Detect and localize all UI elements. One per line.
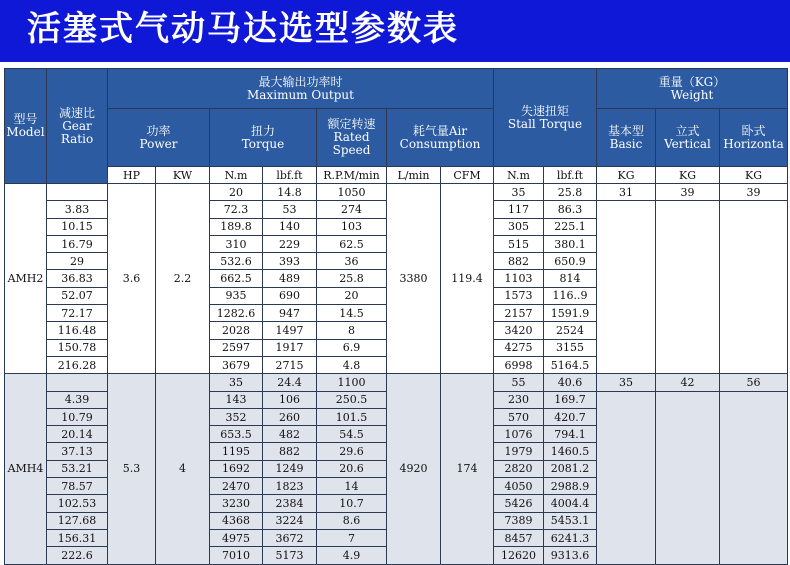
stall-lbf-cell: 794.1 [544,426,597,443]
table-row [5,184,788,201]
model-cell: AMH2 [5,184,47,374]
unit-cell: KG [720,167,788,184]
stall-nm-cell: 305 [494,218,544,235]
weight-vertical-cell: 39 [656,184,720,201]
weight-horizontal-cell: 39 [720,184,788,201]
stall-nm-cell: 4050 [494,478,544,495]
air-cfm-cell: 119.4 [441,184,494,374]
torque-lbf-cell: 5173 [263,547,317,564]
torque-nm-cell: 35 [210,374,263,391]
weight-basic-cell: 35 [597,374,656,391]
stall-lbf-cell: 420.7 [544,408,597,425]
torque-nm-cell: 189.8 [210,218,263,235]
stall-nm-cell: 35 [494,184,544,201]
max-output-header: 最大输出功率时 Maximum Output [108,69,494,109]
stall-nm-cell: 4275 [494,339,544,356]
stall-nm-cell: 12620 [494,547,544,564]
stall-lbf-cell: 6241.3 [544,529,597,546]
stall-lbf-cell: 116..9 [544,287,597,304]
power-header: 功率 Power [108,109,210,167]
stall-lbf-cell: 25.8 [544,184,597,201]
stall-nm-cell: 7389 [494,512,544,529]
stall-nm-cell: 1103 [494,270,544,287]
stall-nm-cell: 8457 [494,529,544,546]
weight-horizontal-cell: 56 [720,374,788,391]
stall-lbf-cell: 2081.2 [544,460,597,477]
gear-ratio-cell: 10.15 [47,218,108,235]
torque-nm-cell: 310 [210,235,263,252]
stall-lbf-cell: 2524 [544,322,597,339]
stall-lbf-cell: 169.7 [544,391,597,408]
gear-ratio-cell: 102.53 [47,495,108,512]
rated-speed-cell: 4.8 [317,356,387,373]
rated-speed-cell: 8.6 [317,512,387,529]
unit-cell: R.P.M/min [317,167,387,184]
gear-ratio-cell: 20.14 [47,426,108,443]
header-row-2 [5,109,788,167]
gear-ratio-cell [47,374,108,391]
torque-nm-cell: 3230 [210,495,263,512]
rated-speed-cell: 1100 [317,374,387,391]
torque-lbf-cell: 947 [263,305,317,322]
stall-lbf-cell: 5453.1 [544,512,597,529]
unit-cell: CFM [441,167,494,184]
torque-lbf-cell: 690 [263,287,317,304]
stall-nm-cell: 117 [494,201,544,218]
torque-lbf-cell: 3224 [263,512,317,529]
gear-ratio-cell: 72.17 [47,305,108,322]
stall-lbf-cell: 814 [544,270,597,287]
torque-nm-cell: 4368 [210,512,263,529]
stall-nm-cell: 1573 [494,287,544,304]
stall-nm-cell: 230 [494,391,544,408]
rated-speed-cell: 1050 [317,184,387,201]
rated-speed-cell: 274 [317,201,387,218]
torque-lbf-cell: 229 [263,235,317,252]
unit-row [5,167,788,184]
torque-lbf-cell: 1917 [263,339,317,356]
stall-lbf-cell: 40.6 [544,374,597,391]
model-header: 型号 Model [5,69,47,184]
gear-ratio-cell: 150.78 [47,339,108,356]
torque-nm-cell: 72.3 [210,201,263,218]
power-hp-cell: 5.3 [108,374,156,564]
torque-nm-cell: 7010 [210,547,263,564]
stall-nm-cell: 1076 [494,426,544,443]
rated-speed-cell: 54.5 [317,426,387,443]
torque-nm-cell: 1692 [210,460,263,477]
stall-lbf-cell: 1460.5 [544,443,597,460]
stall-nm-cell: 6998 [494,356,544,373]
torque-lbf-cell: 2715 [263,356,317,373]
stall-nm-cell: 2157 [494,305,544,322]
air-consumption-header: 耗气量Air Consumption [387,109,494,167]
torque-nm-cell: 2597 [210,339,263,356]
torque-lbf-cell: 482 [263,426,317,443]
rated-speed-header: 额定转速 Rated Speed [317,109,387,167]
stall-lbf-cell: 5164.5 [544,356,597,373]
torque-lbf-cell: 1249 [263,460,317,477]
unit-cell: lbf.ft [544,167,597,184]
power-kw-cell: 4 [156,374,210,564]
stall-lbf-cell: 380.1 [544,235,597,252]
title-banner [0,0,790,62]
torque-nm-cell: 935 [210,287,263,304]
stall-lbf-cell: 225.1 [544,218,597,235]
gear-ratio-cell [47,184,108,201]
stall-nm-cell: 515 [494,235,544,252]
torque-nm-cell: 3679 [210,356,263,373]
unit-cell: N.m [494,167,544,184]
gear-ratio-cell: 4.39 [47,391,108,408]
basic-header: 基本型 Basic [597,109,656,167]
spec-table [4,68,788,565]
torque-lbf-cell: 1823 [263,478,317,495]
torque-lbf-cell: 24.4 [263,374,317,391]
air-cfm-cell: 174 [441,374,494,564]
gear-ratio-cell: 16.79 [47,235,108,252]
torque-lbf-cell: 3672 [263,529,317,546]
stall-lbf-cell: 9313.6 [544,547,597,564]
rated-speed-cell: 25.8 [317,270,387,287]
rated-speed-cell: 62.5 [317,235,387,252]
torque-nm-cell: 143 [210,391,263,408]
stall-lbf-cell: 86.3 [544,201,597,218]
torque-nm-cell: 1282.6 [210,305,263,322]
torque-lbf-cell: 1497 [263,322,317,339]
gear-ratio-cell: 37.13 [47,443,108,460]
torque-nm-cell: 1195 [210,443,263,460]
gear-ratio-cell: 216.28 [47,356,108,373]
weight-basic-cell [597,201,656,374]
torque-nm-cell: 4975 [210,529,263,546]
gear-ratio-cell: 127.68 [47,512,108,529]
rated-speed-cell: 8 [317,322,387,339]
gear-ratio-cell: 78.57 [47,478,108,495]
gear-ratio-cell: 156.31 [47,529,108,546]
vertical-header: 立式 Vertical [656,109,720,167]
torque-nm-cell: 2470 [210,478,263,495]
rated-speed-cell: 4.9 [317,547,387,564]
rated-speed-cell: 250.5 [317,391,387,408]
torque-lbf-cell: 2384 [263,495,317,512]
weight-header: 重量（KG） Weight [597,69,788,109]
unit-cell: KW [156,167,210,184]
horizontal-header: 卧式 Horizonta [720,109,788,167]
torque-nm-cell: 2028 [210,322,263,339]
unit-cell: N.m [210,167,263,184]
stall-lbf-cell: 2988.9 [544,478,597,495]
header-row-1 [5,69,788,109]
power-kw-cell: 2.2 [156,184,210,374]
air-lmin-cell: 4920 [387,374,441,564]
torque-lbf-cell: 393 [263,253,317,270]
unit-cell: HP [108,167,156,184]
stall-nm-cell: 882 [494,253,544,270]
weight-horizontal-cell [720,201,788,374]
stall-nm-cell: 55 [494,374,544,391]
weight-vertical-cell [656,391,720,564]
rated-speed-cell: 36 [317,253,387,270]
torque-lbf-cell: 260 [263,408,317,425]
unit-cell: KG [597,167,656,184]
torque-lbf-cell: 140 [263,218,317,235]
stall-lbf-cell: 1591.9 [544,305,597,322]
rated-speed-cell: 103 [317,218,387,235]
stall-nm-cell: 3420 [494,322,544,339]
power-hp-cell: 3.6 [108,184,156,374]
torque-lbf-cell: 489 [263,270,317,287]
gear-ratio-cell: 222.6 [47,547,108,564]
torque-lbf-cell: 53 [263,201,317,218]
stall-lbf-cell: 3155 [544,339,597,356]
gear-ratio-cell: 36.83 [47,270,108,287]
rated-speed-cell: 20.6 [317,460,387,477]
rated-speed-cell: 6.9 [317,339,387,356]
unit-cell: lbf.ft [263,167,317,184]
stall-nm-cell: 1979 [494,443,544,460]
rated-speed-cell: 29.6 [317,443,387,460]
torque-nm-cell: 653.5 [210,426,263,443]
weight-horizontal-cell [720,391,788,564]
torque-lbf-cell: 14.8 [263,184,317,201]
gear-ratio-cell: 3.83 [47,201,108,218]
weight-vertical-cell: 42 [656,374,720,391]
stall-lbf-cell: 650.9 [544,253,597,270]
torque-lbf-cell: 106 [263,391,317,408]
rated-speed-cell: 101.5 [317,408,387,425]
weight-basic-cell [597,391,656,564]
gear-ratio-cell: 52.07 [47,287,108,304]
stall-lbf-cell: 4004.4 [544,495,597,512]
gear-ratio-cell: 116.48 [47,322,108,339]
stall-nm-cell: 570 [494,408,544,425]
stall-torque-header: 失速扭矩 Stall Torque [494,69,597,167]
stall-nm-cell: 5426 [494,495,544,512]
rated-speed-cell: 14 [317,478,387,495]
rated-speed-cell: 10.7 [317,495,387,512]
rated-speed-cell: 7 [317,529,387,546]
torque-nm-cell: 532.6 [210,253,263,270]
table-row [5,374,788,391]
unit-cell: KG [656,167,720,184]
torque-header: 扭力 Torque [210,109,317,167]
gear-ratio-cell: 10.79 [47,408,108,425]
gear-ratio-header: 减速比 Gear Ratio [47,69,108,184]
torque-lbf-cell: 882 [263,443,317,460]
weight-basic-cell: 31 [597,184,656,201]
weight-vertical-cell [656,201,720,374]
torque-nm-cell: 352 [210,408,263,425]
torque-nm-cell: 662.5 [210,270,263,287]
rated-speed-cell: 14.5 [317,305,387,322]
torque-nm-cell: 20 [210,184,263,201]
page-title: 活塞式气动马达选型参数表 [27,9,459,49]
model-cell: AMH4 [5,374,47,564]
air-lmin-cell: 3380 [387,184,441,374]
unit-cell: L/min [387,167,441,184]
gear-ratio-cell: 53.21 [47,460,108,477]
stall-nm-cell: 2820 [494,460,544,477]
gear-ratio-cell: 29 [47,253,108,270]
rated-speed-cell: 20 [317,287,387,304]
